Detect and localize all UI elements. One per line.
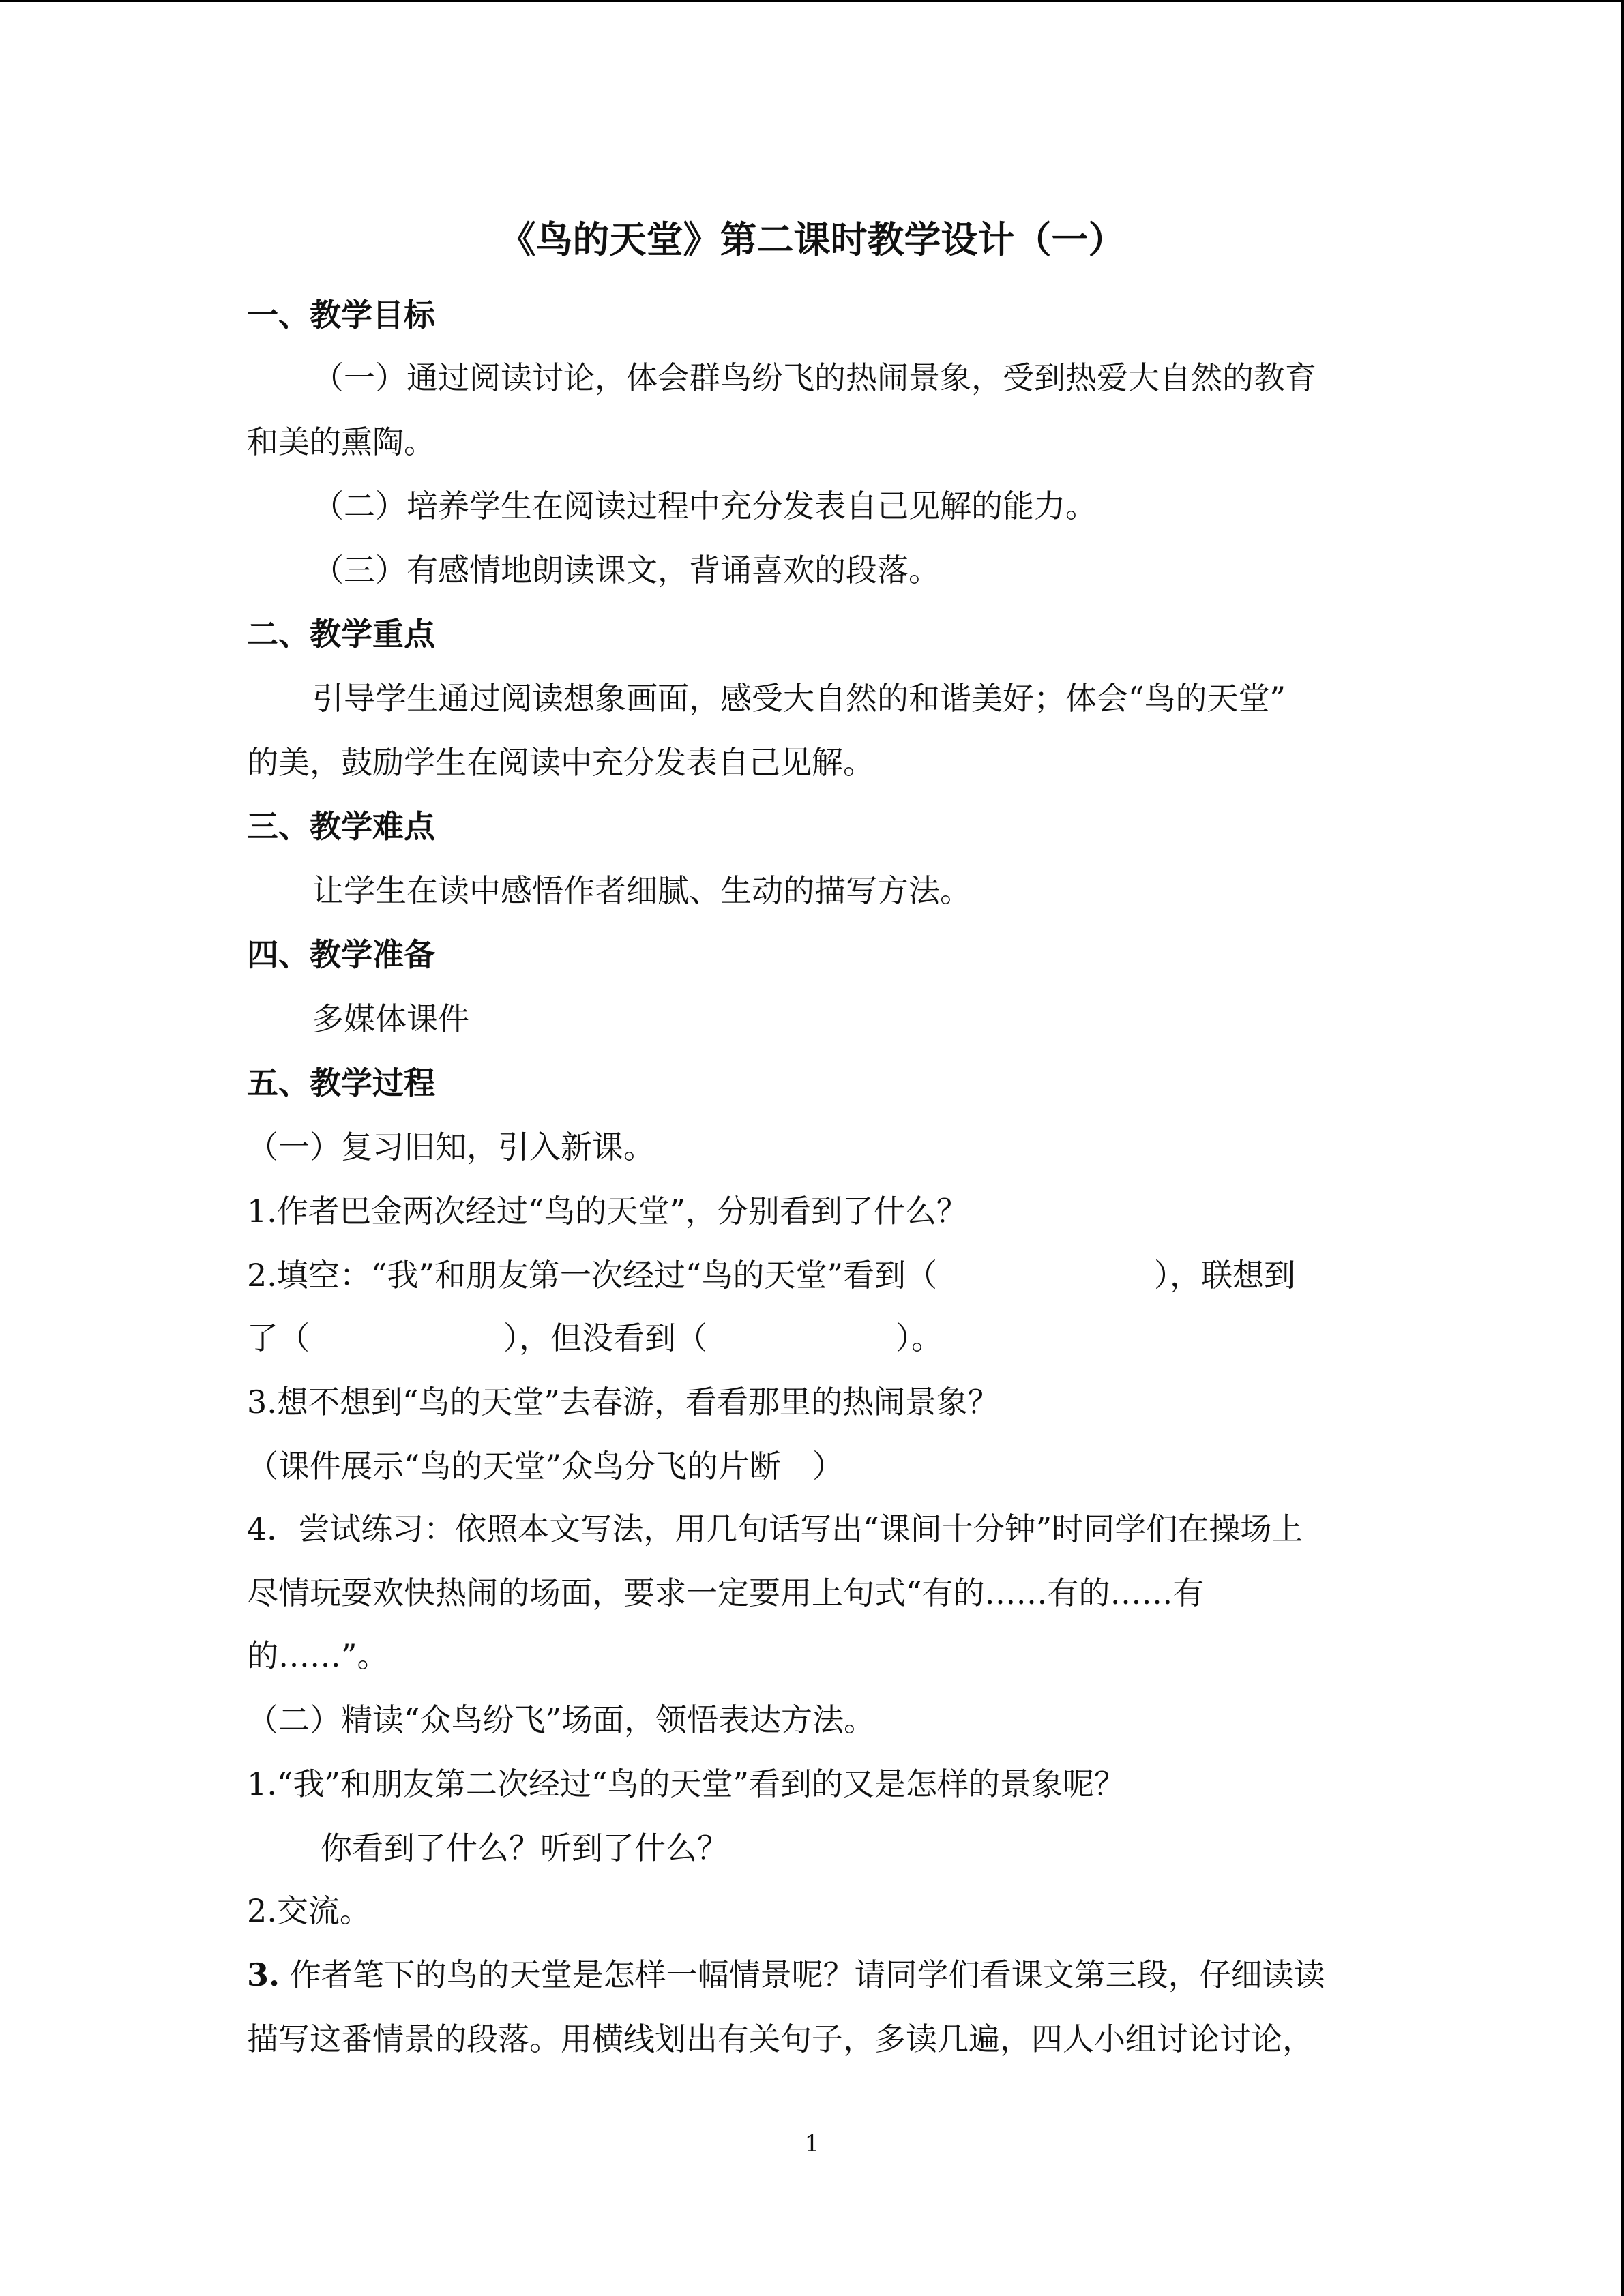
fill-blank-1 [937,1285,1154,1286]
item-3-number: 3. [247,1956,280,1993]
focus-heading: 二、教学重点 [247,616,435,653]
process-part-2-item-1: 1.“我”和朋友第二次经过“鸟的天堂”看到的又是怎样的景象呢？ [247,1765,1125,1802]
process-part-2-heading: （二）精读“众鸟纷飞”场面，领悟表达方法。 [247,1701,876,1738]
process-part-2-item-3-line-1 [247,1954,1325,1995]
process-part-2-item-2: 2.交流。 [247,1892,371,1929]
top-border [0,0,1624,2]
process-part-2-item-3-line-2: 描写这番情景的段落。用横线划出有关句子，多读几遍，四人小组讨论讨论， [247,2021,1314,2057]
process-part-1-heading: （一）复习旧知，引入新课。 [247,1129,655,1165]
process-part-1-item-2-line-2 [247,1317,943,1358]
process-part-1-item-4-line-2: 尽情玩耍欢快热闹的场面，要求一定要用上句式“有的……有的……有 [247,1575,1205,1611]
fill-blank-2 [310,1348,503,1349]
process-heading: 五、教学过程 [247,1064,435,1101]
process-part-1-item-3-note: （课件展示“鸟的天堂”众鸟分飞的片断 ） [247,1448,844,1485]
process-part-1-item-3: 3.想不想到“鸟的天堂”去春游，看看那里的热闹景象？ [247,1384,999,1420]
process-part-1-item-4-line-1: 4．尝试练习：依照本文写法，用几句话写出“课间十分钟”时同学们在操场上 [247,1510,1303,1547]
process-part-2-item-1-sub: 你看到了什么？听到了什么？ [321,1830,728,1866]
right-border [1621,0,1624,2296]
fill-blank-text-c: 了（ [247,1320,310,1356]
goal-2: （二）培养学生在阅读过程中充分发表自己见解的能力。 [312,488,1097,524]
preparation-heading: 四、教学准备 [247,936,435,973]
goals-heading: 一、教学目标 [247,297,435,333]
focus-line-2: 的美，鼓励学生在阅读中充分发表自己见解。 [247,744,874,781]
difficulty-text: 让学生在读中感悟作者细腻、生动的描写方法。 [312,872,971,909]
process-part-1-item-4-line-3: 的……”。 [247,1637,389,1674]
fill-blank-text-b: ），联想到 [1153,1257,1295,1294]
goal-1-line-2: 和美的熏陶。 [247,423,435,460]
fill-blank-text-a: 2.填空：“我”和朋友第一次经过“鸟的天堂”看到（ [247,1257,937,1294]
goal-3: （三）有感情地朗读课文，背诵喜欢的段落。 [312,552,940,588]
process-part-1-item-1: 1.作者巴金两次经过“鸟的天堂”，分别看到了什么？ [247,1193,968,1229]
goal-1-line-1: （一）通过阅读讨论，体会群鸟纷飞的热闹景象，受到热爱大自然的教育 [312,359,1316,396]
preparation-text: 多媒体课件 [312,1000,469,1037]
fill-blank-3 [707,1348,896,1349]
focus-line-1: 引导学生通过阅读想象画面，感受大自然的和谐美好；体会“鸟的天堂” [312,680,1286,717]
difficulty-heading: 三、教学难点 [247,808,435,845]
page-number: 1 [804,2130,820,2158]
fill-blank-text-e: ）。 [896,1320,943,1356]
fill-blank-text-d: ），但没看到（ [503,1320,707,1356]
item-3-text: 作者笔下的鸟的天堂是怎样一幅情景呢？请同学们看课文第三段，仔细读读 [280,1956,1325,1993]
process-part-1-item-2-line-1 [247,1255,1295,1296]
document-title: 《鸟的天堂》第二课时教学设计（一） [499,218,1125,261]
